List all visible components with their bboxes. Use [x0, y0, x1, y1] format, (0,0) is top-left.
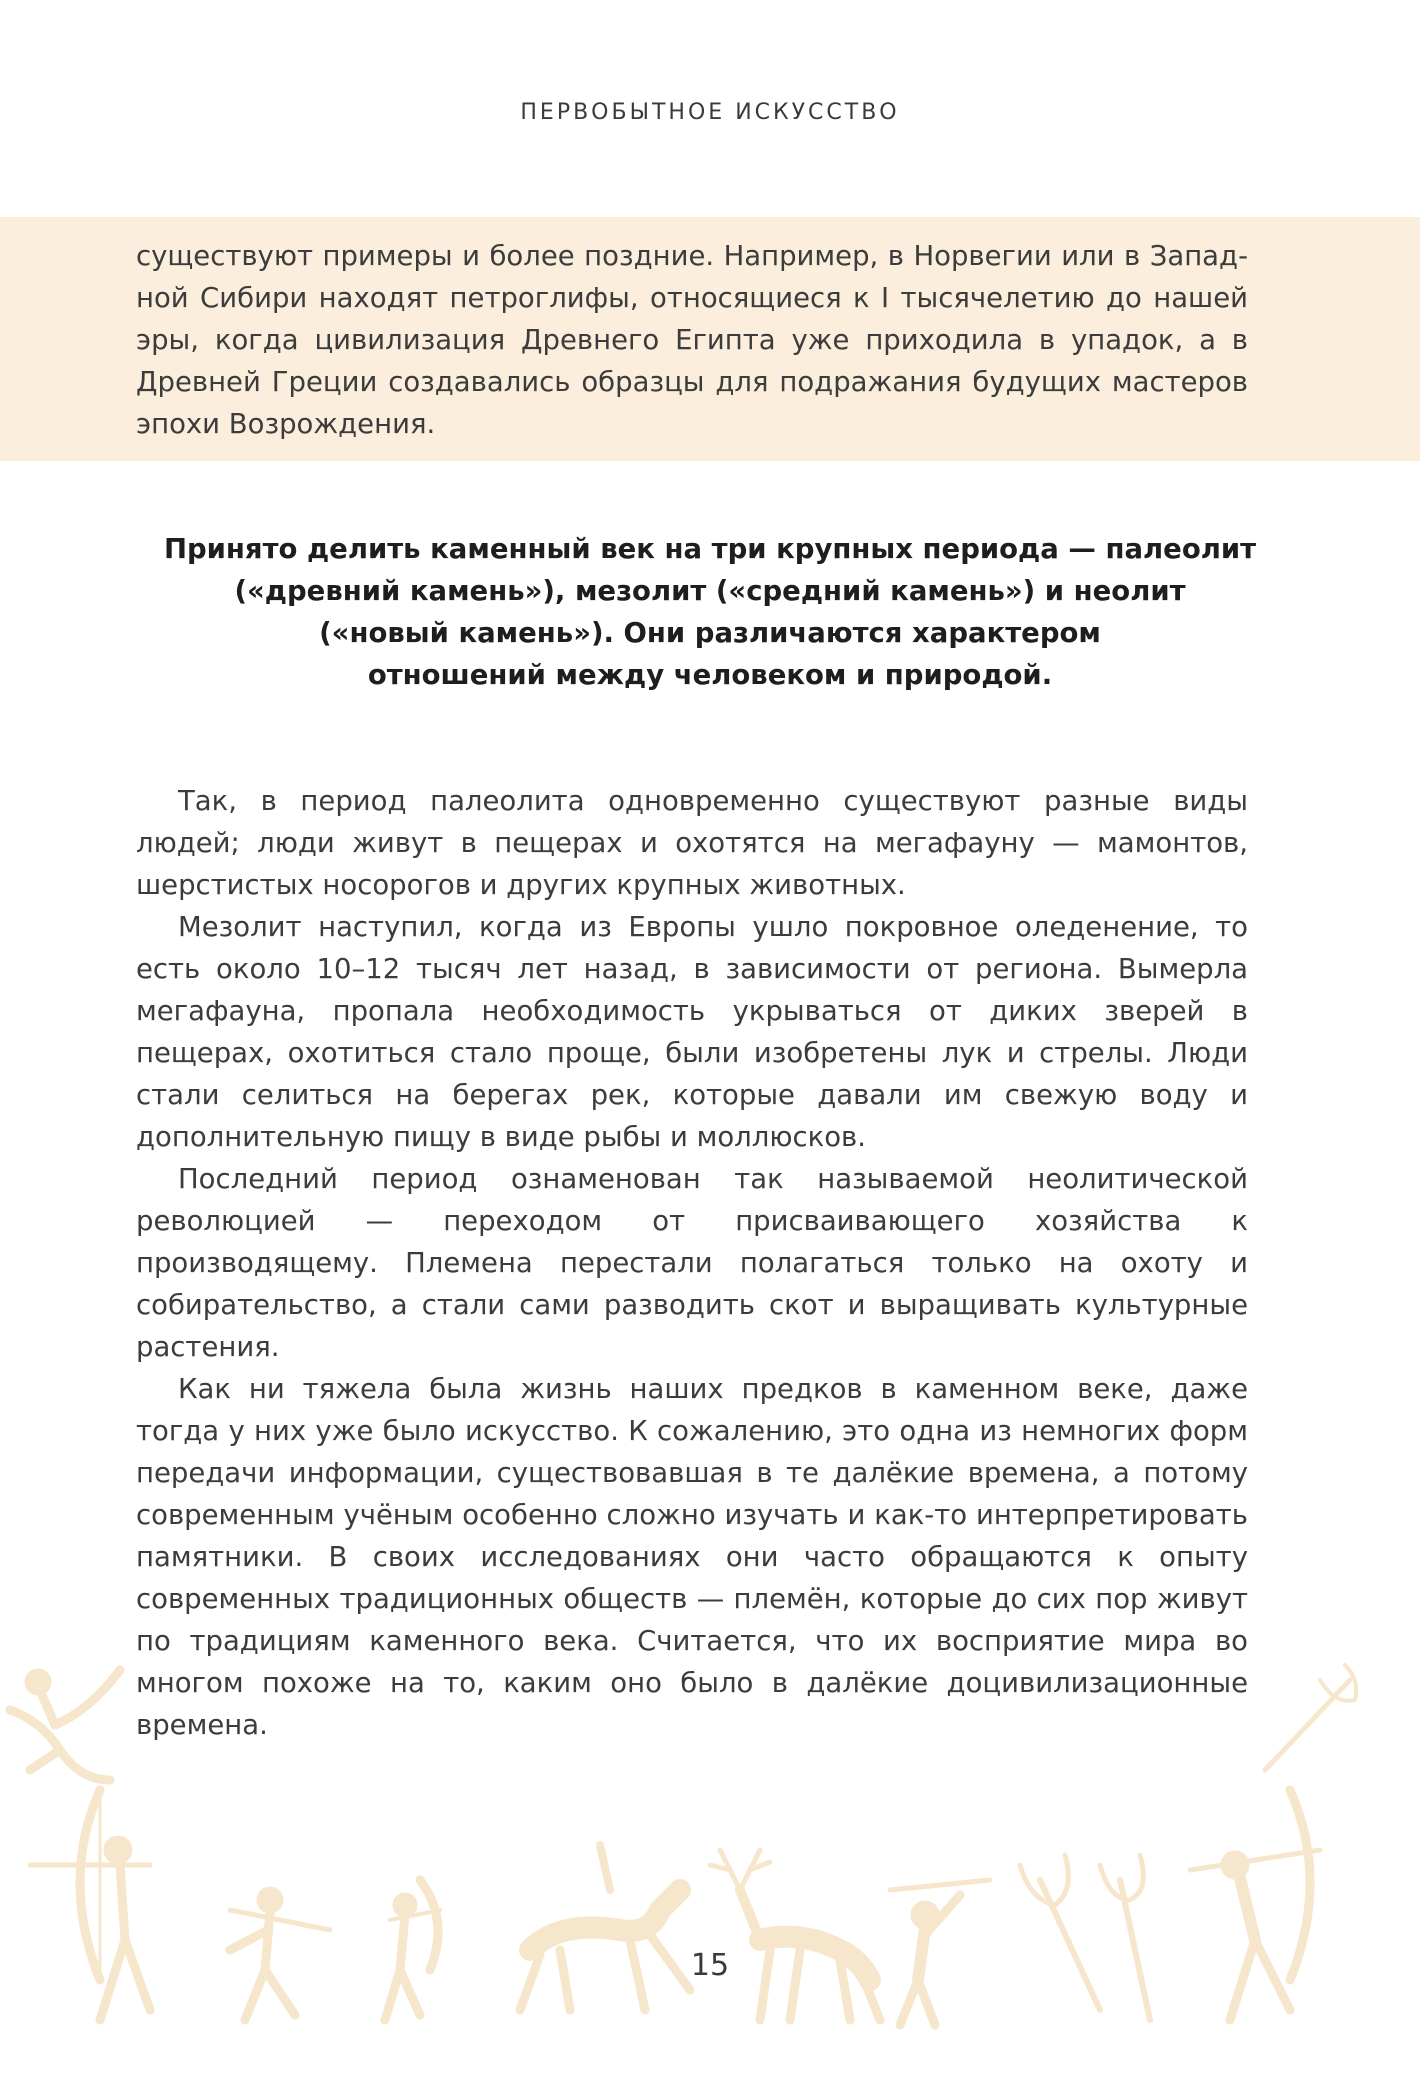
reclining-figure-icon	[10, 1670, 120, 1780]
pull-quote-line: отношений между человеком и природой.	[367, 659, 1053, 691]
page-number: 15	[690, 1948, 730, 1983]
archer-figure-icon	[30, 1790, 150, 2020]
trident-icon	[1020, 1855, 1150, 2020]
body-paragraph: Мезолит наступил, когда из Европы ушло покровное оледенение, то есть около 10–12 тысяч лет назад, в зависимости от региона. Вымерла мегафауна, пропала необходимость укрываться от диких зверей в пещерах, охотиться стало проще, были изобретены лук и стрелы. Люди стали селиться на берегах рек, которые давали им свежую воду и дополнительную пищу в виде рыбы и моллюсков.	[136, 911, 1248, 1153]
deer-icon	[520, 1845, 690, 2010]
pull-quote-line: Принято делить каменный век на три крупных периода — палеолит	[163, 533, 1257, 565]
body-paragraph: Так, в период палеолита одновременно существуют разные виды людей; люди живут в пещерах и охотятся на мегафауну — мамонтов, шерстистых носорогов и других крупных животных.	[136, 785, 1248, 901]
pull-quote-line: («древний камень»), мезолит («средний камень») и неолит	[234, 575, 1186, 607]
right-archer-icon	[1190, 1790, 1320, 2020]
body-paragraph: Последний период ознаменован так называемой неолитической революцией — переходом от присваивающего хозяйства к производящему. Племена перестали полагаться только на охоту и собирательство, а стали сами разводить скот и выращивать культурные растения.	[136, 1163, 1248, 1363]
sidebar-box	[0, 217, 1420, 461]
pull-quote-line: («новый камень»). Они различаются характером	[319, 617, 1101, 649]
running-header: ПЕРВОБЫТНОЕ ИСКУССТВО	[520, 100, 900, 125]
sidebar-text: существуют примеры и более поздние. Например, в Норвегии или в Западной Сибири находят петроглифы, относящиеся к I тысячелетию до нашей эры, когда цивилизация Древнего Египта уже приходила в упадок, а в Древней Греции создавались образцы для подражания будущих мастеров эпохи Возрождения.	[136, 240, 1248, 440]
body-paragraph: Как ни тяжела была жизнь наших предков в каменном веке, даже тогда у них уже было искусство. К сожалению, это одна из немногих форм передачи информации, существовавшая в те далёкие времена, а потому современным учёным особенно сложно изучать и как-то интерпретировать памятники. В своих исследованиях они часто обращаются к опыту современных традиционных обществ — племён, которые до сих пор живут по традициям каменного века. Считается, что их восприятие мира во многом похоже на то, каким оно было в далёкие доцивилизационные времена.	[136, 1373, 1248, 1741]
pull-quote	[150, 528, 1270, 696]
top-trident-icon	[1265, 1665, 1356, 1770]
elk-icon	[710, 1850, 880, 2020]
body-text	[136, 780, 1248, 1746]
petroglyph-decoration	[0, 1650, 1420, 2083]
